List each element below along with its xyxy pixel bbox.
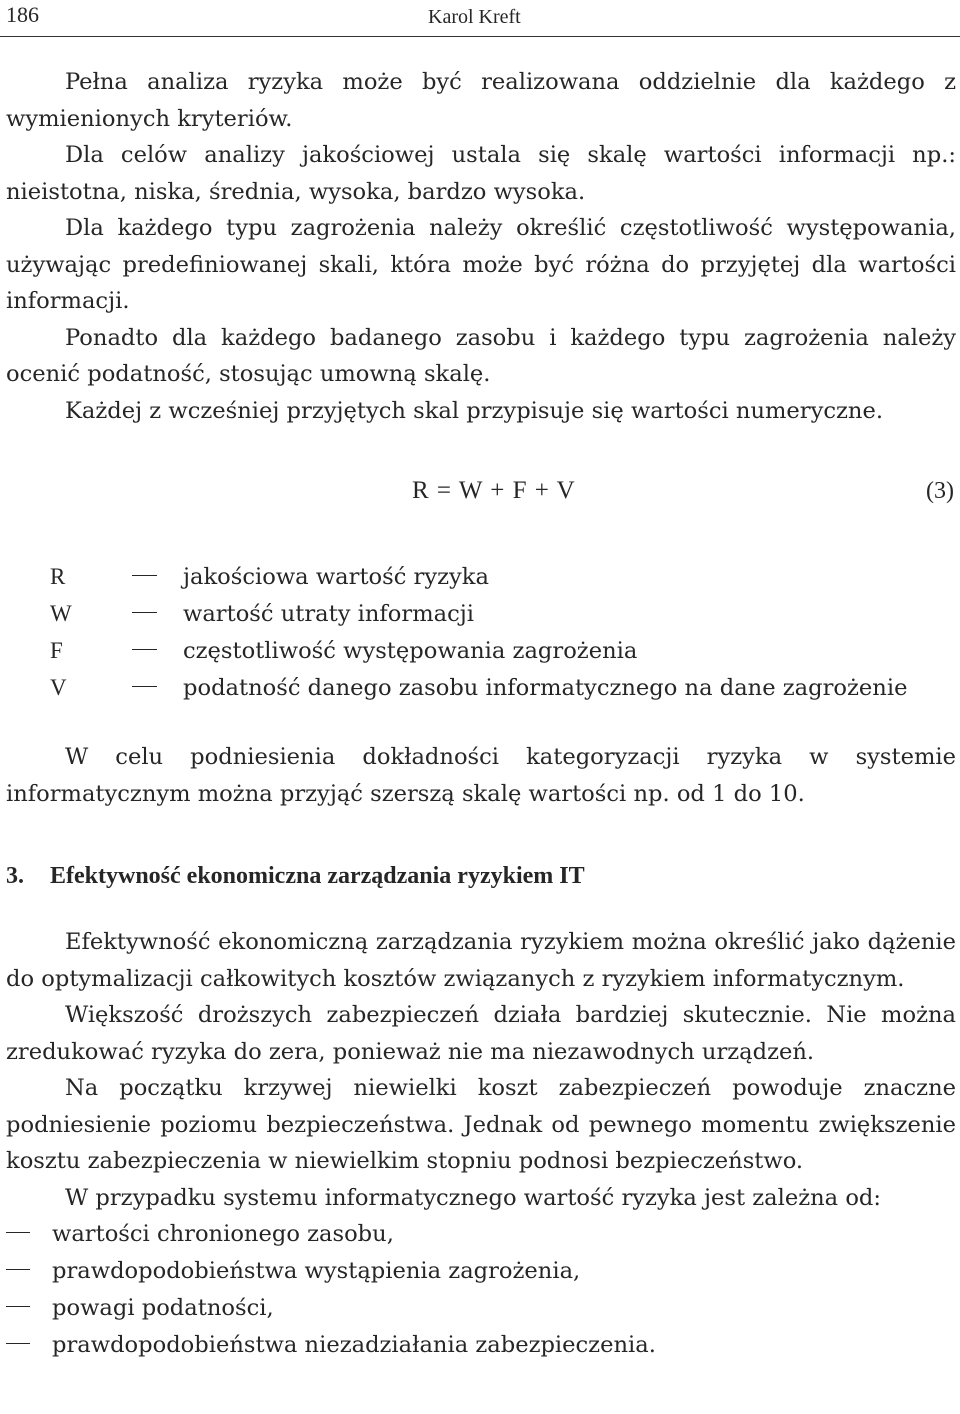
dash-bullet-icon — [6, 1269, 30, 1270]
section-number: 3. — [6, 863, 24, 889]
running-head-author: Karol Kreft — [428, 6, 521, 28]
definition-row — [6, 559, 956, 596]
list-item — [6, 1327, 956, 1364]
page-number: 186 — [6, 2, 39, 27]
paragraph: W celu podniesienia dokładności kategoryzacji ryzyka w systemie informatycznym można przyjąć szerszą skalę wartości np. od 1 do 10. — [6, 744, 956, 807]
definition-row — [6, 633, 956, 670]
paragraph: W przypadku systemu informatycznego wartość ryzyka jest zależna od: — [65, 1184, 882, 1211]
list-item — [6, 1216, 956, 1253]
dash-bullet-icon — [6, 1343, 30, 1344]
em-dash — [132, 649, 157, 650]
list-item-text: wartości chronionego zasobu, — [52, 1221, 394, 1247]
definition-row — [6, 596, 956, 633]
section-title: Efektywność ekonomiczna zarządzania ryzykiem IT — [50, 863, 585, 889]
definition-description: częstotliwość występowania zagrożenia — [183, 638, 638, 664]
list-item — [6, 1290, 956, 1327]
list-item — [6, 1253, 956, 1290]
definition-row — [6, 670, 956, 707]
risk-formula — [6, 473, 956, 509]
section-heading — [6, 858, 956, 894]
paragraph: Ponadto dla każdego badanego zasobu i każdego typu zagrożenia należy ocenić podatność, stosując umowną skalę. — [6, 324, 956, 387]
list-item-text: prawdopodobieństwa niezadziałania zabezpieczenia. — [52, 1332, 656, 1358]
dependency-list — [6, 1216, 956, 1364]
definition-symbol: W — [50, 601, 72, 626]
definition-description: jakościowa wartość ryzyka — [183, 564, 489, 590]
paragraph: Na początku krzywej niewielki koszt zabezpieczeń powoduje znaczne podniesienie poziomu bezpieczeństwa. Jednak od pewnego momentu zwiększenie kosztu zabezpieczenia w niewielkim stopniu podnosi bezpieczeństwo. — [6, 1075, 956, 1174]
paragraph: Dla każdego typu zagrożenia należy określić częstotliwość występowania, używając predefiniowanej skali, która może być różna do przyjętej dla wartości informacji. — [6, 215, 956, 314]
paragraph: Pełna analiza ryzyka może być realizowana oddzielnie dla każdego z wymienionych kryteriów. — [6, 69, 956, 132]
equation-number: (3) — [926, 478, 954, 504]
em-dash — [132, 612, 157, 613]
paragraph: Efektywność ekonomiczną zarządzania ryzykiem można określić jako dążenie do optymalizacji całkowitych kosztów związanych z ryzykiem informatycznym. — [6, 929, 956, 992]
page-body — [6, 64, 956, 1364]
symbol-definitions — [6, 559, 956, 707]
definition-description: podatność danego zasobu informatycznego na dane zagrożenie — [183, 675, 908, 701]
em-dash — [132, 686, 157, 687]
dash-bullet-icon — [6, 1306, 30, 1307]
paragraph: Dla celów analizy jakościowej ustala się skalę wartości informacji np.: nieistotna, niska, średnia, wysoka, bardzo wysoka. — [6, 142, 956, 205]
section-body — [6, 924, 956, 1364]
list-item-text: powagi podatności, — [52, 1295, 274, 1321]
paragraph: Każdej z wcześniej przyjętych skal przypisuje się wartości numeryczne. — [65, 397, 884, 424]
definition-symbol: R — [50, 564, 66, 589]
page-header — [0, 0, 960, 37]
list-item-text: prawdopodobieństwa wystąpienia zagrożenia, — [52, 1258, 581, 1284]
definition-symbol: V — [50, 675, 67, 700]
em-dash — [132, 575, 157, 576]
definition-description: wartość utraty informacji — [183, 601, 474, 627]
formula-expression: R = W + F + V — [412, 477, 576, 504]
paragraph: Większość droższych zabezpieczeń działa bardziej skutecznie. Nie można zredukować ryzyka do zera, ponieważ nie ma niezawodnych urządzeń. — [6, 1002, 956, 1065]
definition-symbol: F — [50, 638, 63, 663]
dash-bullet-icon — [6, 1232, 30, 1233]
